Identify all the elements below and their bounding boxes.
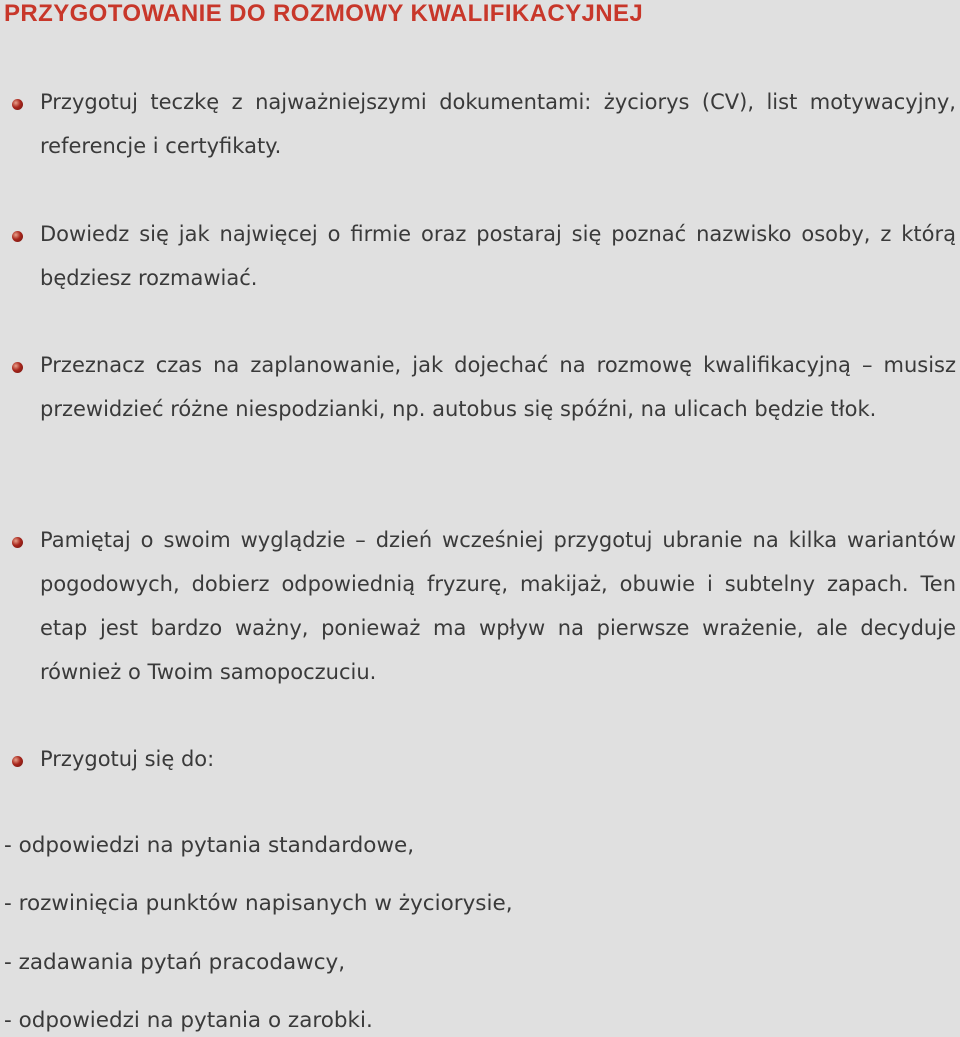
bullet-icon: [12, 537, 23, 548]
page-title: PRZYGOTOWANIE DO ROZMOWY KWALIFIKACYJNEJ: [4, 0, 644, 27]
bullet-icon: [12, 756, 23, 767]
bullet-icon: [12, 362, 23, 373]
dash-item: - rozwinięcia punktów napisanych w życiorysie,: [4, 891, 513, 916]
bullet-text: Przygotuj teczkę z najważniejszymi dokumentami: życiorys (CV), list motywacyjny, referencje i certyfikaty.: [40, 90, 956, 158]
bullet-text: Pamiętaj o swoim wyglądzie – dzień wcześniej przygotuj ubranie na kilka wariantów pogodowych, dobierz odpowiednią fryzurę, makijaż, obuwie i subtelny zapach. Ten etap jest bardzo ważny, ponieważ ma wpływ na pierwsze wrażenie, ale decyduje również o Twoim samopoczuciu.: [40, 528, 956, 684]
bullet-text: Przeznacz czas na zaplanowanie, jak dojechać na rozmowę kwalifikacyjną – musisz przewidzieć różne niespodzianki, np. autobus się spóźni, na ulicach będzie tłok.: [40, 353, 956, 421]
bullet-icon: [12, 231, 23, 242]
bullet-icon: [12, 99, 23, 110]
bullet-text: Przygotuj się do:: [40, 747, 215, 771]
dash-item: - zadawania pytań pracodawcy,: [4, 950, 346, 975]
dash-item: - odpowiedzi na pytania standardowe,: [4, 833, 415, 858]
bullet-text: Dowiedz się jak najwięcej o firmie oraz postaraj się poznać nazwisko osoby, z którą będziesz rozmawiać.: [40, 222, 956, 290]
dash-item: - odpowiedzi na pytania o zarobki.: [4, 1008, 373, 1033]
